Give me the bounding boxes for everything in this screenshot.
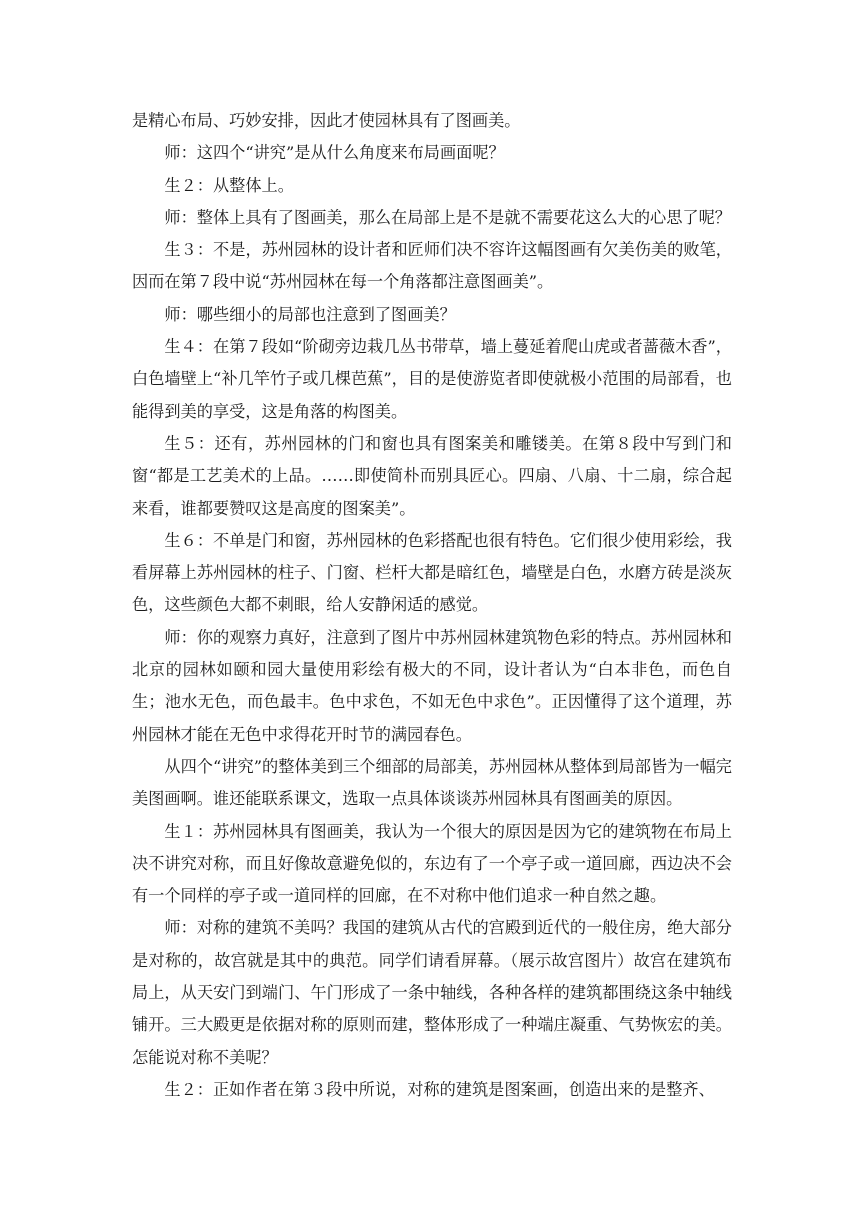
- paragraph-continuation: 是精心布局、巧妙安排，因此才使园林具有了图画美。: [132, 111, 521, 130]
- paragraph-teacher-question-angle: 师：这四个“讲究”是从什么角度来布局画面呢？: [164, 143, 505, 163]
- paragraph-teacher-symmetry: 师：对称的建筑不美吗？我国的建筑从古代的宫殿到近代的一般住房，绝大部分是对称的，故宫就是其中的典范。同学们请看屏幕。（展示故宫图片）故宫在建筑布局上，从天安门到端门、午门形成了一条中轴线，各种各样的建筑都围绕这条中轴线铺开。三大殿更是依据对称的原则而建，整体形成了一种端庄凝重、气势恢宏的美。怎能说对称不美呢？: [132, 918, 732, 1067]
- paragraph-student4: 生４：在第７段如“阶砌旁边栽几丛书带草，墙上蔓延着爬山虎或者蔷薇木香”，白色墙壁上“补几竿竹子或几棵芭蕉”，目的是使游览者即使就极小范围的局部看，也能得到美的享受，这是角落的构图美。: [132, 337, 732, 421]
- paragraph-student6: 生６：不单是门和窗，苏州园林的色彩搭配也很有特色。它们很少使用彩绘，我看屏幕上苏州园林的柱子、门窗、栏杆大都是暗红色，墙壁是白色，水磨方砖是淡灰色，这些颜色大都不刺眼，给人安静闲适的感觉。: [132, 530, 732, 615]
- paragraph-student1-symmetry: 生１：苏州园林具有图画美，我认为一个很大的原因是因为它的建筑物在布局上决不讲究对称，而且好像故意避免似的，东边有了一个亭子或一道回廊，西边决不会有一个同样的亭子或一道同样的回廊，在不对称中他们追求一种自然之趣。: [132, 821, 732, 906]
- paragraph-teacher-question-details: 师：哪些细小的局部也注意到了图画美？: [164, 304, 456, 324]
- document-page: [132, 105, 732, 1106]
- paragraph-student3: 生３：不是，苏州园林的设计者和匠师们决不容许这幅图画有欠美伤美的败笔，因而在第７段中说“苏州园林在每一个角落都注意图画美”。: [132, 240, 732, 292]
- paragraph-teacher-question-local: 师：整体上具有了图画美，那么在局部上是不是就不需要花这么大的心思了呢？: [164, 207, 731, 227]
- paragraph-teacher-colors: 师：你的观察力真好，注意到了图片中苏州园林建筑物色彩的特点。苏州园林和北京的园林如颐和园大量使用彩绘有极大的不同，设计者认为“白本非色，而色自生；池水无色，而色最丰。色中求色，不如无色中求色”。正因懂得了这个道理，苏州园林才能在无色中求得花开时节的满园春色。: [132, 627, 732, 744]
- paragraph-student5: 生５：还有，苏州园林的门和窗也具有图案美和雕镂美。在第８段中写到门和窗“都是工艺美术的上品。……即使简朴而别具匠心。四扇、八扇、十二扇，综合起来看，谁都要赞叹这是高度的图案美”。: [132, 433, 732, 518]
- paragraph-student2-whole: 生２：从整体上。: [164, 175, 294, 195]
- paragraph-summary-question: 从四个“讲究”的整体美到三个细部的局部美，苏州园林从整体到局部皆为一幅完美图画啊。谁还能联系课文，选取一点具体谈谈苏州园林具有图画美的原因。: [132, 756, 732, 809]
- paragraph-student2-pattern: 生２：正如作者在第３段中所说，对称的建筑是图案画，创造出来的是整齐、: [164, 1079, 715, 1099]
